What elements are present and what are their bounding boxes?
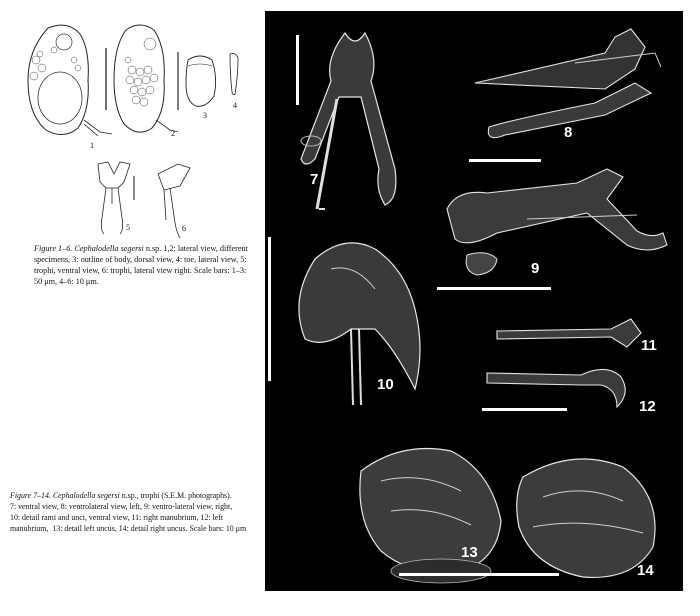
scale-bar-13-14 bbox=[399, 573, 559, 576]
sem-plate bbox=[265, 11, 683, 591]
panel-label-9: 9 bbox=[531, 260, 540, 277]
fig2-lateral-view-drawing bbox=[108, 20, 180, 142]
fig-number-1: 1 bbox=[90, 141, 94, 150]
panel-label-7: 7 bbox=[310, 171, 319, 188]
panel-label-8: 8 bbox=[564, 124, 573, 141]
caption-line3: trophi, ventral view, 6: trophi, lateral view right. Scale bars: 1–3: bbox=[34, 266, 247, 275]
fig4-toe-drawing bbox=[226, 52, 242, 98]
scale-bar-10 bbox=[268, 237, 271, 381]
sem-photo-13 bbox=[341, 421, 511, 591]
fig6-trophi-lateral-drawing bbox=[150, 160, 196, 242]
fig-number-4: 4 bbox=[233, 101, 237, 110]
fig3-body-outline-drawing bbox=[176, 48, 222, 114]
panel-label-13: 13 bbox=[461, 544, 478, 561]
sem-photo-11 bbox=[491, 313, 651, 359]
fig1-lateral-view-drawing bbox=[18, 20, 118, 145]
caption-line1-rest: n.sp. 1,2: lateral view, different bbox=[143, 244, 248, 253]
caption-line2: 7: ventral view, 8: ventrolateral view, left, 9: ventro-lateral view, right, bbox=[10, 502, 233, 511]
caption-species: Cephalodella segersi bbox=[52, 491, 120, 500]
sem-photo-12 bbox=[481, 357, 651, 413]
sem-photo-10 bbox=[275, 229, 445, 409]
figure-7-14-caption bbox=[10, 490, 264, 534]
scale-bar-7 bbox=[296, 35, 299, 105]
panel-label-12: 12 bbox=[639, 398, 656, 415]
caption-line4: 50 μm, 4–6: 10 μm. bbox=[34, 277, 99, 286]
caption-line3: 10: detail rami and unci, ventral view, 11: right manubrium, 12: left bbox=[10, 513, 224, 522]
panel-label-14: 14 bbox=[637, 562, 654, 579]
fig-number-3: 3 bbox=[203, 111, 207, 120]
caption-species: Cephalodella segersi bbox=[74, 244, 144, 253]
fig-number-2: 2 bbox=[171, 129, 175, 138]
fig5-trophi-ventral-drawing bbox=[84, 158, 140, 238]
panel-label-11: 11 bbox=[641, 337, 657, 354]
figure-1-6-caption bbox=[34, 243, 260, 287]
caption-line2: specimens, 3: outline of body, dorsal view, 4: toe, lateral view, 5: bbox=[34, 255, 247, 264]
caption-lead: Figure 1–6. bbox=[34, 244, 75, 253]
fig-number-6: 6 bbox=[182, 224, 186, 233]
caption-line1-rest: n.sp., trophi (S.E.M. photographs). bbox=[119, 491, 232, 500]
scale-bar-12 bbox=[482, 408, 567, 411]
panel-label-10: 10 bbox=[377, 376, 394, 393]
scale-bar-9 bbox=[437, 287, 551, 290]
caption-line4a: manubrium, bbox=[10, 524, 49, 533]
caption-lead: Figure 7–14. bbox=[10, 491, 53, 500]
fig-number-5: 5 bbox=[126, 223, 130, 232]
caption-line4b: 13: detail left uncus, 14: detail right uncus. Scale bars: 10 μm bbox=[52, 524, 247, 533]
sem-photo-7 bbox=[275, 19, 435, 219]
sem-photo-9 bbox=[437, 159, 677, 289]
